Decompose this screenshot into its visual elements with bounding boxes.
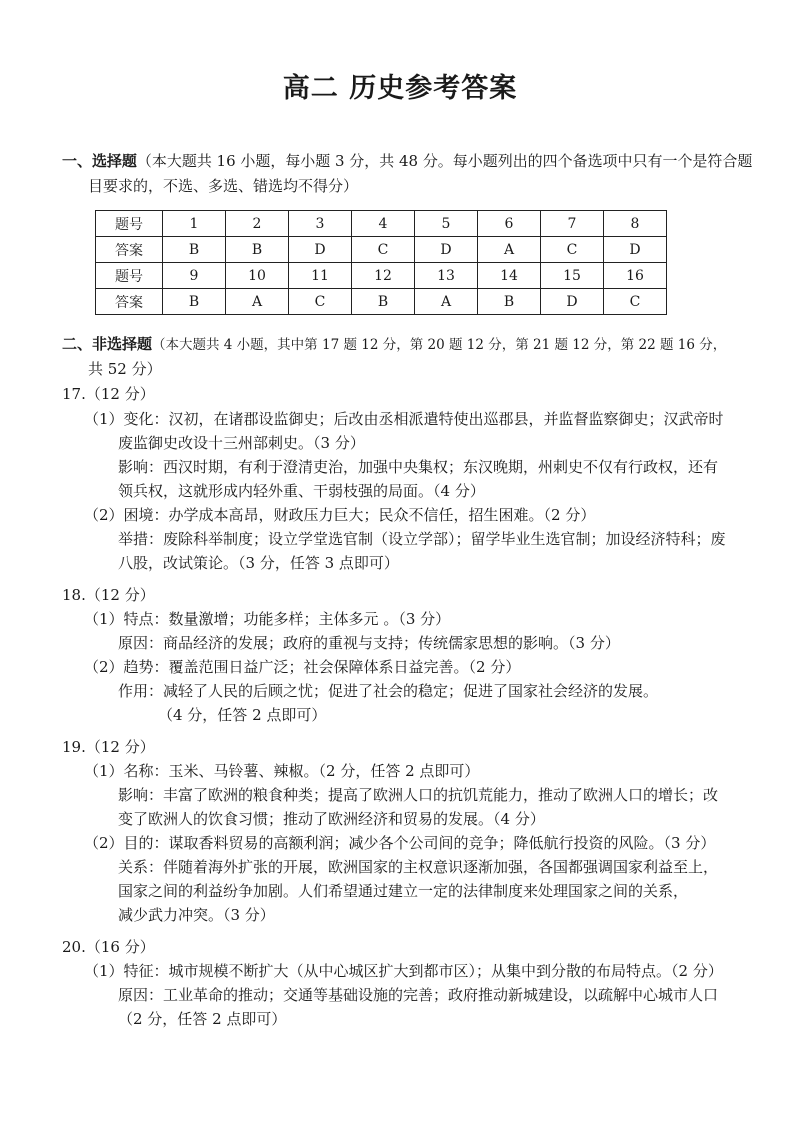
table-cell: A [415, 289, 478, 315]
q20-heading: 20.（16 分） [62, 938, 155, 956]
q19-line: 国家之间的利益纷争加剧。人们希望通过建立一定的法律制度来处理国家之间的关系， [118, 882, 689, 900]
q19-line: 影响：丰富了欧洲的粮食种类；提高了欧洲人口的抗饥荒能力，推动了欧洲人口的增长；改 [118, 786, 719, 804]
table-cell: A [226, 289, 289, 315]
row-label: 答案 [96, 289, 163, 315]
part1-label: 一、选择题 [62, 152, 137, 170]
q18-heading: 18.（12 分） [62, 586, 155, 604]
table-cell: B [163, 237, 226, 263]
part2-label: 二、非选择题 [62, 335, 153, 353]
table-cell: 9 [163, 263, 226, 289]
table-cell: D [604, 237, 667, 263]
table-row [96, 263, 667, 289]
q19-line: （1）名称：玉米、马铃薯、辣椒。（2 分，任答 2 点即可） [84, 762, 480, 780]
table-cell: 4 [352, 211, 415, 237]
table-cell: C [541, 237, 604, 263]
q20-line: （2 分，任答 2 点即可） [118, 1010, 287, 1028]
q20-line: 原因：工业革命的推动；交通等基础设施的完善；政府推动新城建设，以疏解中心城市人口 [118, 986, 719, 1004]
table-cell: 15 [541, 263, 604, 289]
q17-line: （1）变化：汉初，在诸郡设监御史；后改由丞相派遣特使出巡郡县，并监督监察御史；汉武帝时 [84, 410, 724, 428]
table-cell: B [226, 237, 289, 263]
page-title: 高二 历史参考答案 [282, 73, 518, 104]
q17-line: 废监御史改设十三州部刺史。（3 分） [118, 434, 365, 452]
table-cell: 11 [289, 263, 352, 289]
table-cell: 7 [541, 211, 604, 237]
table-cell: 12 [352, 263, 415, 289]
table-row [96, 289, 667, 315]
part1-desc: （本大题共 16 小题，每小题 3 分，共 48 分。每小题列出的四个备选项中只有一个是符合题 [136, 152, 753, 170]
table-cell: 1 [163, 211, 226, 237]
table-cell: B [478, 289, 541, 315]
part1-heading [62, 150, 752, 172]
row-label: 题号 [96, 211, 163, 237]
table-row [96, 211, 667, 237]
q17-line: 举措：废除科举制度；设立学堂选官制（设立学部）；留学毕业生选官制；加设经济特科；废 [118, 530, 726, 548]
q17-line: （2）困境：办学成本高昂，财政压力巨大；民众不信任，招生困难。（2 分） [84, 506, 596, 524]
q19-line: 变了欧洲人的饮食习惯；推动了欧洲经济和贸易的发展。（4 分） [118, 810, 545, 828]
table-cell: A [478, 237, 541, 263]
q19-line: 关系：伴随着海外扩张的开展，欧洲国家的主权意识逐渐加强，各国都强调国家利益至上， [118, 858, 719, 876]
q17-line: 领兵权，这就形成内轻外重、干弱枝强的局面。（4 分） [118, 482, 485, 500]
q18-line: （4 分，任答 2 点即可） [158, 706, 327, 724]
table-cell: 13 [415, 263, 478, 289]
q17-line: 八股，改试策论。（3 分，任答 3 点即可） [118, 554, 399, 572]
table-cell: 14 [478, 263, 541, 289]
row-label: 答案 [96, 237, 163, 263]
part2-desc: （本大题共 4 小题，其中第 17 题 12 分，第 20 题 12 分，第 21 题 12 分，第 22 题 16 分， [152, 337, 727, 353]
table-cell: 6 [478, 211, 541, 237]
table-cell: 2 [226, 211, 289, 237]
part2-heading [62, 333, 726, 356]
table-cell: C [604, 289, 667, 315]
table-cell: C [289, 289, 352, 315]
table-row [96, 237, 667, 263]
table-cell: C [352, 237, 415, 263]
q18-line: 作用：减轻了人民的后顾之忧；促进了社会的稳定；促进了国家社会经济的发展。 [118, 682, 659, 700]
q19-heading: 19.（12 分） [62, 738, 155, 756]
answer-table [95, 210, 667, 315]
table-cell: 3 [289, 211, 352, 237]
table-cell: 5 [415, 211, 478, 237]
q17-heading: 17.（12 分） [62, 385, 155, 403]
table-cell: D [289, 237, 352, 263]
part1-desc-cont: 目要求的，不选、多选、错选均不得分） [88, 177, 359, 195]
q18-line: 原因：商品经济的发展；政府的重视与支持；传统儒家思想的影响。（3 分） [118, 634, 620, 652]
table-cell: B [352, 289, 415, 315]
table-cell: 16 [604, 263, 667, 289]
table-cell: D [541, 289, 604, 315]
table-cell: B [163, 289, 226, 315]
table-cell: D [415, 237, 478, 263]
q19-line: （2）目的：谋取香料贸易的高额利润；减少各个公司间的竞争；降低航行投资的风险。（3 分） [84, 834, 716, 852]
table-cell: 8 [604, 211, 667, 237]
q20-line: （1）特征：城市规模不断扩大（从中心城区扩大到都市区）；从集中到分散的布局特点。（2 分） [84, 962, 723, 980]
q18-line: （2）趋势：覆盖范围日益广泛；社会保障体系日益完善。（2 分） [84, 658, 521, 676]
q17-line: 影响：西汉时期，有利于澄清吏治，加强中央集权；东汉晚期，州刺史不仅有行政权，还有 [118, 458, 719, 476]
row-label: 题号 [96, 263, 163, 289]
part2-desc-cont: 共 52 分） [88, 360, 162, 378]
table-cell: 10 [226, 263, 289, 289]
q18-line: （1）特点：数量激增；功能多样；主体多元 。（3 分） [84, 610, 451, 628]
q19-line: 减少武力冲突。（3 分） [118, 906, 275, 924]
